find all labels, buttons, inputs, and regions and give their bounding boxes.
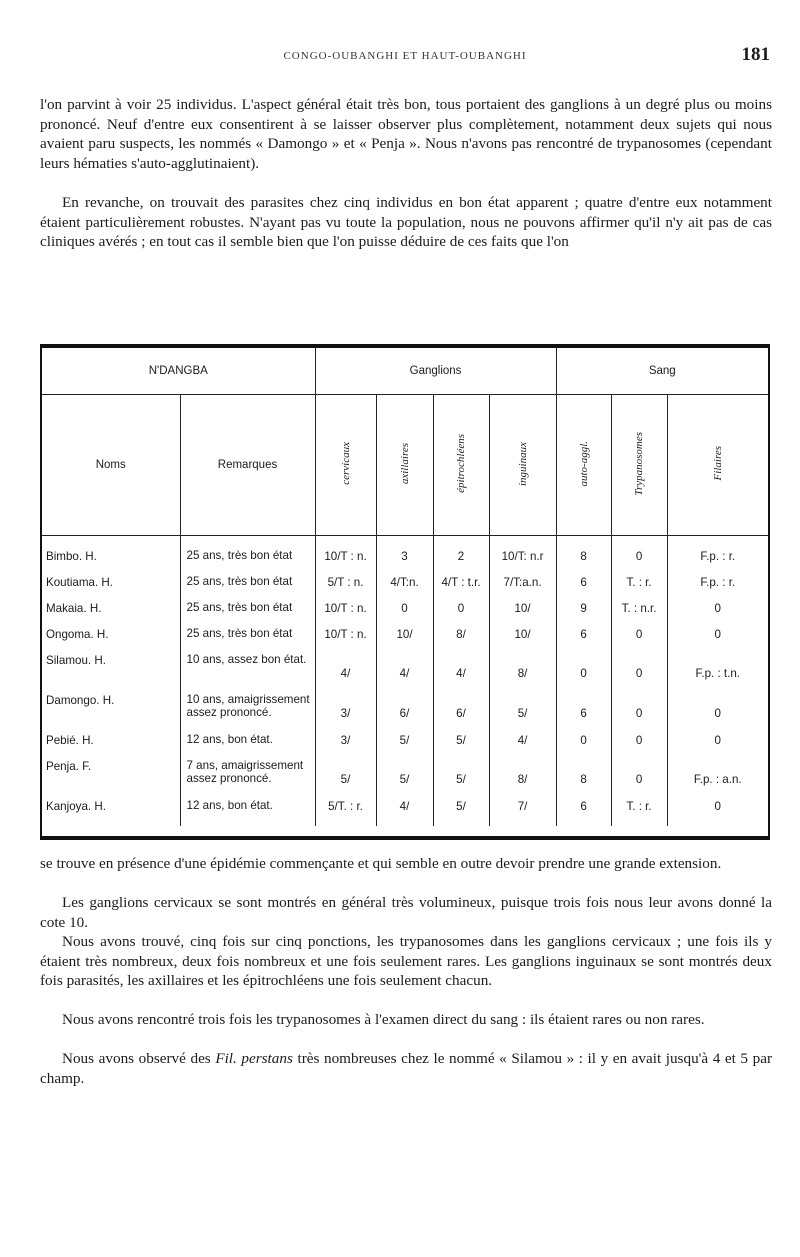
col-axillaires: axillaires <box>398 442 411 485</box>
table-row: Damongo. H. 10 ans, amaigrissement assez prononcé. 3/ 6/ 6/ 5/ 6 0 0 <box>42 694 768 734</box>
col-trypanosomes: Trypanosomes <box>633 431 646 496</box>
intro-paragraph-1: l'on parvint à voir 25 individus. L'aspect général était très bon, tous portaient des ganglions à un degré plus ou moins prononcé. Neuf d'entre eux consentirent à se laisser observer plus complètement, notamment deux sujets qui nous avaient paru suspects, les nommés « Damongo » et « Penja ». Nous n'avons pas rencontré de trypanosomes (cependant leurs hématies s'auto-agglutinaient). <box>40 96 772 172</box>
table-row: Bimbo. H. 25 ans, très bon état 10/T : n. 3 2 10/T: n.r 8 0 F.p. : r. <box>42 536 768 577</box>
table-row: Ongoma. H. 25 ans, très bon état 10/T : n. 10/ 8/ 10/ 6 0 0 <box>42 628 768 654</box>
page-header <box>40 44 770 76</box>
body-paragraph-4: Nous avons rencontré trois fois les trypanosomes à l'examen direct du sang : ils étaient rares ou non rares. <box>62 1011 705 1028</box>
intro-paragraph-2: En revanche, on trouvait des parasites chez cinq individus en bon état apparent ; quatre d'entre eux notamment étaient particulièrement robustes. N'ayant pas vu toute la population, nous ne pouvons affirmer qu'il n'y ait pas de cas cliniques avérés ; en tout cas il semble bien que l'on puisse déduire de ces faits que l'on <box>40 194 772 250</box>
col-noms: Noms <box>42 395 180 536</box>
col-auto-aggl: auto-aggl. <box>577 440 590 487</box>
page-number: 181 <box>741 44 770 65</box>
table-body <box>42 536 768 827</box>
col-epitrochleens: épitrochléens <box>455 434 468 493</box>
col-remarques: Remarques <box>180 395 315 536</box>
table-row: Silamou. H. 10 ans, assez bon état. 4/ 4/ 4/ 8/ 0 0 F.p. : t.n. <box>42 654 768 694</box>
table-row: Makaia. H. 25 ans, très bon état 10/T : n. 0 0 10/ 9 T. : n.r. 0 <box>42 602 768 628</box>
table-row: Kanjoya. H. 12 ans, bon état. 5/T. : r. 4/ 5/ 7/ 6 T. : r. 0 <box>42 800 768 826</box>
body-paragraph-1: se trouve en présence d'une épidémie commençante et qui semble en outre devoir prendre une grande extension. <box>40 855 722 872</box>
group-sang: Sang <box>556 348 768 395</box>
table-row: Penja. F. 7 ans, amaigrissement assez prononcé. 5/ 5/ 5/ 8/ 8 0 F.p. : a.n. <box>42 760 768 800</box>
group-village: N'DANGBA <box>42 348 315 395</box>
species-name: Fil. perstans <box>215 1050 293 1067</box>
table-row: Pebié. H. 12 ans, bon état. 3/ 5/ 5/ 4/ 0 0 0 <box>42 734 768 760</box>
data-table <box>40 344 770 840</box>
running-head: CONGO-OUBANGHI ET HAUT-OUBANGHI <box>283 50 527 62</box>
col-inguinaux: inguinaux <box>516 441 529 486</box>
col-cervicaux: cervicaux <box>339 442 352 485</box>
table-row: Koutiama. H. 25 ans, très bon état 5/T : n. 4/T:n. 4/T : t.r. 7/T:a.n. 6 T. : r. F.p. : r. <box>42 576 768 602</box>
group-ganglions: Ganglions <box>315 348 556 395</box>
body-paragraph-5: Nous avons observé des Fil. perstans très nombreuses chez le nommé « Silamou » : il y en avait jusqu'à 4 et 5 par champ. <box>40 1050 773 1087</box>
body-paragraph-3: Nous avons trouvé, cinq fois sur cinq ponctions, les trypanosomes dans les ganglions cervicaux ; une fois ils y étaient très nombreux, deux fois nombreux et une fois seulement rares. Les ganglions inguinaux se sont montrés deux fois parasités, les axillaires et les épitrochléens une fois seulement chacun. <box>40 933 772 989</box>
col-filaires: Filaires <box>711 446 724 481</box>
body-paragraph-2: Les ganglions cervicaux se sont montrés en général très volumineux, puisque trois fois nous leur avons donné la cote 10. <box>40 894 772 931</box>
